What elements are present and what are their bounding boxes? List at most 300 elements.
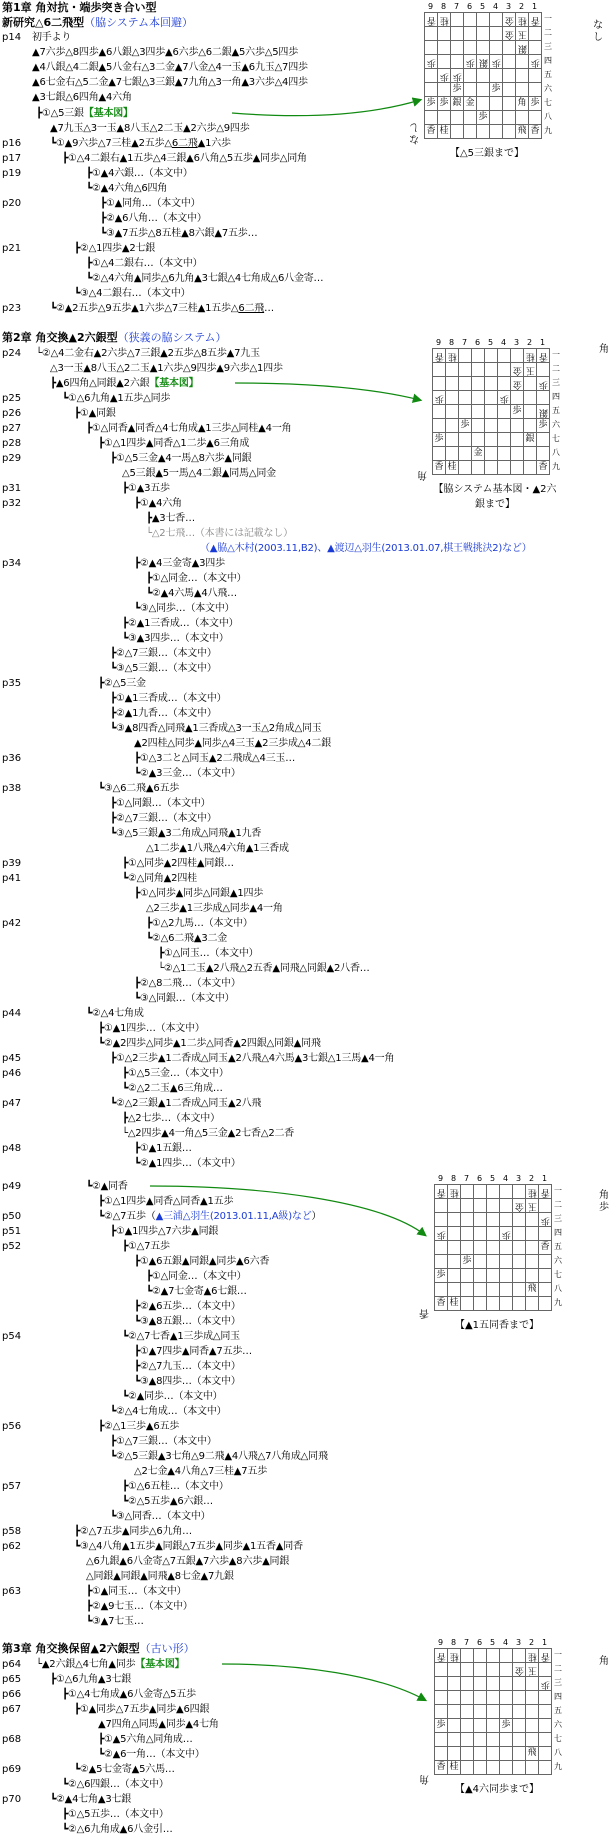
rank-label: 五 xyxy=(554,1242,562,1251)
shogi-piece: 歩 xyxy=(511,405,524,419)
rank-label: 二 xyxy=(554,1200,562,1209)
game-reference[interactable]: （▲脇△木村(2003.11,B2)、▲渡辺△羽生(2013.01.07,棋王戦挑決2)など） xyxy=(200,543,532,554)
basic-diagram-label[interactable]: 【基本図】 xyxy=(135,1659,185,1670)
move-line: ┗②△4六角▲同歩△6九角▲3七銀△4七角成△6八金寄… xyxy=(86,273,324,284)
shogi-piece: 歩 xyxy=(438,97,451,111)
rank-label: 九 xyxy=(554,1762,562,1771)
page-ref: p19 xyxy=(2,168,22,179)
basic-diagram-label[interactable]: 【基本図】 xyxy=(83,108,133,119)
move-line: △1二歩▲1八飛△4六角▲1三香成 xyxy=(146,843,289,854)
move-line: ┗②▲3三金…（本文中） xyxy=(134,768,241,779)
file-label: 4 xyxy=(492,2,499,11)
move-line: ┗②△4七角成…（本文中） xyxy=(110,1406,227,1417)
move-line: ┣①△同歩▲同歩△同銀▲1四歩 xyxy=(134,888,264,899)
move-line: ┣▲3七香… xyxy=(146,513,195,524)
file-label: 8 xyxy=(440,2,447,11)
shogi-piece: 歩 xyxy=(539,1213,552,1227)
rank-label: 四 xyxy=(552,392,560,401)
sente-hand-3: 香 xyxy=(419,1307,429,1318)
shogi-piece: 香 xyxy=(435,1185,448,1199)
rank-label: 二 xyxy=(554,1664,562,1673)
page-ref: p69 xyxy=(2,1764,22,1775)
move-line: ┣①△3二と△同玉▲2二飛成△4三玉… xyxy=(134,753,296,764)
move-line: ┗②▲7七金寄▲6七銀… xyxy=(146,1286,247,1297)
page-ref: p25 xyxy=(2,393,22,404)
move-line: ▲4八銀△4二銀▲5八金右△3二金▲7八金△4一玉▲6九玉△7四歩 xyxy=(32,62,308,73)
shogi-piece: 歩 xyxy=(433,391,446,405)
page-ref: p58 xyxy=(2,1526,22,1537)
page-ref: p48 xyxy=(2,1143,22,1154)
move-line: ┣①△6九角▲3七銀 xyxy=(50,1674,132,1685)
file-label: 5 xyxy=(489,1174,496,1183)
file-label: 6 xyxy=(476,1174,483,1183)
move-line: ┗②△6四銀…（本文中） xyxy=(62,1779,169,1790)
move-line: ┣①△4二銀右▲1五歩△4三銀▲6八角△5五歩▲同歩△同角 xyxy=(62,153,307,164)
page-ref: p24 xyxy=(2,348,22,359)
rank-label: 八 xyxy=(554,1748,562,1757)
page-ref: p46 xyxy=(2,1068,22,1079)
move-line: ┗③△4八角▲1五歩▲同銀△7五歩▲同歩▲1五香▲同香 xyxy=(74,1541,303,1552)
move-line: ┣①△同歩▲2四桂▲同銀… xyxy=(122,858,234,869)
shogi-piece: 玉 xyxy=(524,363,537,377)
move-line: ┣①▲1五銀… xyxy=(134,1143,192,1154)
move-line: ┣①△同玉…（本文中） xyxy=(158,948,259,959)
rank-label: 五 xyxy=(554,1706,562,1715)
move-line: ┣①△同金…（本文中） xyxy=(146,1271,247,1282)
move-line: ┣①△6五桂…（本文中） xyxy=(122,1481,229,1492)
move-line: ┣②▲1九香…（本文中） xyxy=(110,708,217,719)
move-line: ▲7九玉△3一玉▲8八玉△2二玉▲2六歩△9四歩 xyxy=(50,123,250,134)
move-line: ┣①△同香▲同香△4七角成▲1三歩△同桂▲4一角 xyxy=(86,423,292,434)
move-line: ┣①△5三金▲4一馬△8六歩▲同銀 xyxy=(110,453,252,464)
arrow-to-board-2 xyxy=(235,383,420,400)
file-label: 2 xyxy=(528,1638,535,1647)
move-line: ┣②△7三銀…（本文中） xyxy=(110,813,217,824)
move-line: △2三歩▲1三歩成△同歩▲4一角 xyxy=(146,903,283,914)
shogi-piece: 歩 xyxy=(529,97,542,111)
move-line: △5三銀▲5一馬△4二銀▲同馬△同金 xyxy=(122,468,276,479)
shogi-piece: 歩 xyxy=(539,1677,552,1691)
shogi-piece: 飛 xyxy=(526,1283,539,1297)
shogi-piece: 香 xyxy=(425,125,438,139)
move-line: ┗②▲2四歩△同歩▲1二歩△同香▲2四銀△同銀▲同飛 xyxy=(98,1038,321,1049)
shogi-piece: 桂 xyxy=(448,1185,461,1199)
rank-label: 一 xyxy=(544,14,552,23)
move-line: ┗③△5三銀▲3二角成△同飛▲1九香 xyxy=(110,828,262,839)
shogi-piece: 香 xyxy=(425,13,438,27)
move-line: ┣①▲1四歩…（本文中） xyxy=(98,1023,205,1034)
move-line: ┣①▲同銀 xyxy=(74,408,116,419)
file-label: 4 xyxy=(502,1174,509,1183)
rank-label: 八 xyxy=(544,112,552,121)
move-line: ┣②▲9七玉…（本文中） xyxy=(86,1601,193,1612)
move-line: └②△1二玉▲2八飛△2五香▲同飛△同銀▲2八香… xyxy=(158,963,370,974)
file-label: 9 xyxy=(435,338,442,347)
chapter-2-number: 第2章 xyxy=(2,331,32,344)
file-label: 3 xyxy=(515,1174,522,1183)
shogi-piece: 香 xyxy=(539,1649,552,1663)
move-text: └▲2六銀△4七角▲同歩 xyxy=(36,1659,136,1670)
move-line: ┗②▲同歩…（本文中） xyxy=(122,1391,223,1402)
chapter-3-paren: （古い形） xyxy=(139,1642,195,1655)
move-line: ┣②▲6八角…（本文中） xyxy=(100,213,207,224)
move-line: ┗②▲同香 xyxy=(86,1181,128,1192)
file-label: 7 xyxy=(461,338,468,347)
shogi-piece: 歩 xyxy=(490,55,503,69)
shogi-piece: 玉 xyxy=(526,1199,539,1213)
chapter-2-paren: （狭義の脇システム） xyxy=(117,331,227,344)
page-ref: p38 xyxy=(2,783,22,794)
file-label: 9 xyxy=(427,2,434,11)
page-ref: p23 xyxy=(2,303,22,314)
page-ref: p28 xyxy=(2,438,22,449)
shogi-piece: 桂 xyxy=(524,349,537,363)
move-line: ┗②△同角▲2四桂 xyxy=(122,873,197,884)
move-line: └②△4二金右▲2六歩△7三銀▲2五歩△8五歩▲7九玉 xyxy=(36,348,260,359)
page-ref: p44 xyxy=(2,1008,22,1019)
move-line: ┣②△1四歩▲2七銀 xyxy=(74,243,156,254)
chapter-1-subtitle-paren: （脇システム本回避） xyxy=(84,16,194,29)
rank-label: 一 xyxy=(554,1650,562,1659)
shogi-piece: 桂 xyxy=(448,1761,461,1775)
move-line: △2七金▲4八角△7三桂▲7五歩 xyxy=(134,1466,268,1477)
move-line: ┗③△4二銀右…（本文中） xyxy=(74,288,191,299)
move-line: ┣②▲1三香成…（本文中） xyxy=(122,618,239,629)
page-ref: p64 xyxy=(2,1659,22,1670)
file-label: 1 xyxy=(539,338,546,347)
file-label: 1 xyxy=(541,1638,548,1647)
rank-label: 八 xyxy=(552,448,560,457)
shogi-piece: 歩 xyxy=(490,83,503,97)
move-line: ▲2四桂△同歩▲同歩△4三玉▲2三歩成△4二銀 xyxy=(134,738,331,749)
game-reference[interactable]: ▲三浦△羽生(2013.01.11,A級)など xyxy=(155,1211,312,1222)
shogi-piece: 歩 xyxy=(438,69,451,83)
shogi-piece: 桂 xyxy=(438,13,451,27)
shogi-piece: 金 xyxy=(511,377,524,391)
file-label: 7 xyxy=(453,2,460,11)
sente-hand-4: 角 xyxy=(419,1773,429,1784)
move-line: ┣②▲4三金寄▲3四歩 xyxy=(134,558,225,569)
gote-hand-4: 角 xyxy=(599,1656,609,1667)
rank-label: 三 xyxy=(554,1214,562,1223)
move-line: └△2四歩▲4一角△5三金▲2七香△2二香 xyxy=(122,1128,295,1139)
move-line: ┣①△1四歩▲同香△同香▲1五歩 xyxy=(98,1196,234,1207)
move-line: ┣①△1四歩▲同香△1二歩▲6三角成 xyxy=(98,438,250,449)
shogi-piece: 玉 xyxy=(526,1663,539,1677)
file-label: 5 xyxy=(479,2,486,11)
move-text: ▲1六歩 xyxy=(197,138,231,149)
page-ref: p51 xyxy=(2,1226,22,1237)
file-label: 6 xyxy=(466,2,473,11)
shogi-piece: 香 xyxy=(539,1185,552,1199)
move-line: ┗②△6二飛▲3二金 xyxy=(146,933,228,944)
move-line: ┣①▲7四歩▲同香▲7五歩… xyxy=(134,1346,252,1357)
shogi-piece: 歩 xyxy=(435,1227,448,1241)
file-label: 1 xyxy=(531,2,538,11)
file-label: 7 xyxy=(463,1174,470,1183)
move-line: ┗②△6九角成▲6八金引… xyxy=(62,1824,173,1835)
rank-label: 七 xyxy=(552,434,560,443)
move-line: ┗②△7七香▲1三歩成△同玉 xyxy=(122,1331,240,1342)
move-line: ┣①△同金…（本文中） xyxy=(146,573,247,584)
shogi-piece: 飛 xyxy=(516,125,529,139)
chapter-3-title: 角交換保留▲2六銀型 xyxy=(35,1642,140,1655)
page-ref: p65 xyxy=(2,1674,22,1685)
page-ref: p62 xyxy=(2,1541,22,1552)
move-line: ┣②△7五歩▲同歩△6九角… xyxy=(74,1526,192,1537)
rank-label: 三 xyxy=(554,1678,562,1687)
page-ref: p35 xyxy=(2,678,22,689)
file-label: 9 xyxy=(437,1638,444,1647)
page-ref: p20 xyxy=(2,198,22,209)
move-line: ┣①▲4六角 xyxy=(134,498,182,509)
move-line: ┗③△5三銀…（本文中） xyxy=(110,663,217,674)
shogi-piece: 桂 xyxy=(526,1649,539,1663)
rank-label: 九 xyxy=(544,126,552,135)
shogi-piece: 桂 xyxy=(446,349,459,363)
file-label: 9 xyxy=(437,1174,444,1183)
shogi-piece: 香 xyxy=(537,461,550,475)
rank-label: 六 xyxy=(552,420,560,429)
gote-hand-1: なし xyxy=(593,20,603,43)
rank-label: 七 xyxy=(554,1270,562,1279)
file-label: 2 xyxy=(526,338,533,347)
move-text: … xyxy=(264,303,274,314)
file-label: 4 xyxy=(502,1638,509,1647)
file-label: 8 xyxy=(448,338,455,347)
page-ref: p26 xyxy=(2,408,22,419)
move-line: ┗③▲8五銀…（本文中） xyxy=(134,1316,241,1327)
shogi-piece: 歩 xyxy=(433,433,446,447)
move-line: ┗②▲1四歩…（本文中） xyxy=(134,1158,241,1169)
move-text: ┗①▲9六歩△7三桂▲2五歩△ xyxy=(50,138,172,149)
shogi-piece: 歩 xyxy=(537,419,550,433)
move-line: ┣②△7九玉…（本文中） xyxy=(134,1361,241,1372)
shogi-piece: 歩 xyxy=(500,1227,513,1241)
file-label: 6 xyxy=(474,338,481,347)
shogi-piece: 歩 xyxy=(464,55,477,69)
shogi-piece: 桂 xyxy=(446,461,459,475)
move-line: ┣①▲1三香成…（本文中） xyxy=(110,693,227,704)
page-ref: p54 xyxy=(2,1331,22,1342)
move-line: ┣②△5三金 xyxy=(98,678,146,689)
move-line: ┣△2七歩…（本文中） xyxy=(122,1113,220,1124)
rank-label: 一 xyxy=(552,350,560,359)
move-line: ┣②▲6五歩…（本文中） xyxy=(134,1301,241,1312)
move-line: ┗③△同歩…（本文中） xyxy=(134,603,235,614)
page-ref: p27 xyxy=(2,423,22,434)
file-label: 4 xyxy=(500,338,507,347)
shogi-piece: 香 xyxy=(435,1761,448,1775)
shogi-piece: 飛 xyxy=(526,1747,539,1761)
move-line: ┣①▲4六銀…（本文中） xyxy=(86,168,193,179)
move-text: ┣▲6四角△同銀▲2六銀 xyxy=(50,378,150,389)
move-line: ┗②▲5七金寄▲5六馬… xyxy=(74,1764,175,1775)
shogi-piece: 歩 xyxy=(477,111,490,125)
file-label: 5 xyxy=(487,338,494,347)
shogi-piece: 桂 xyxy=(448,1297,461,1311)
page-ref: p45 xyxy=(2,1053,22,1064)
sente-hand-1: なし xyxy=(409,121,419,144)
sente-hand-2: 角 xyxy=(417,469,427,480)
move-line: ┗③▲7五歩△8五桂▲8六銀▲7五歩… xyxy=(100,228,258,239)
shogi-piece: 桂 xyxy=(516,13,529,27)
shogi-piece: 金 xyxy=(472,447,485,461)
shogi-piece: 歩 xyxy=(425,97,438,111)
shogi-piece: 金 xyxy=(503,13,516,27)
rank-label: 二 xyxy=(544,28,552,37)
move-line: ┣①△7五歩 xyxy=(122,1241,170,1252)
move-underlined: 6二飛 xyxy=(171,138,198,149)
shogi-piece: 香 xyxy=(529,125,542,139)
move-line: ┣①△5五歩…（本文中） xyxy=(62,1809,169,1820)
move-line: ┗②△5五歩▲6六銀… xyxy=(122,1496,213,1507)
shogi-piece: 香 xyxy=(435,1649,448,1663)
move-line: ▲7四角△同馬▲同歩▲4七角 xyxy=(98,1719,219,1730)
file-label: 5 xyxy=(489,1638,496,1647)
shogi-piece: 歩 xyxy=(425,55,438,69)
shogi-piece: 金 xyxy=(513,1663,526,1677)
move-line: ┣①△5三金…（本文中） xyxy=(122,1068,229,1079)
page-ref: p36 xyxy=(2,753,22,764)
shogi-piece: 歩 xyxy=(435,1269,448,1283)
rank-label: 九 xyxy=(554,1298,562,1307)
move-line: ┣①▲同歩△7五歩▲同歩▲6四銀 xyxy=(74,1704,210,1715)
move-line: ┣①▲5六角△同角成… xyxy=(98,1734,193,1745)
move-line: ┗②△2二玉▲6三角成… xyxy=(122,1083,223,1094)
move-line: ┗①△6九角▲1五歩△同歩 xyxy=(62,393,171,404)
move-text: ┗②▲2五歩△9五歩▲1六歩△7三桂▲1五歩△ xyxy=(50,303,239,314)
shogi-piece: 桂 xyxy=(448,1649,461,1663)
file-label: 2 xyxy=(528,1174,535,1183)
move-line: △6九銀▲6八金寄△7五銀▲7六歩▲8六歩▲同銀 xyxy=(86,1556,290,1567)
chapter-2-title: 角交換▲2六銀型 xyxy=(35,331,118,344)
shogi-piece: 桂 xyxy=(438,125,451,139)
move-line: ┗③▲7七玉… xyxy=(86,1616,144,1627)
page-ref: p52 xyxy=(2,1241,22,1252)
shogi-piece: 歩 xyxy=(451,83,464,97)
file-label: 7 xyxy=(463,1638,470,1647)
file-label: 1 xyxy=(541,1174,548,1183)
move-line: ┣①△7三銀…（本文中） xyxy=(110,1436,217,1447)
move-line: ┣①△4七角成▲6八金寄△5五歩 xyxy=(62,1689,196,1700)
shogi-piece: 香 xyxy=(433,349,446,363)
shogi-piece: 金 xyxy=(513,1199,526,1213)
basic-diagram-label[interactable]: 【基本図】 xyxy=(149,378,199,389)
shogi-piece: 金 xyxy=(503,27,516,41)
shogi-piece: 桂 xyxy=(526,1185,539,1199)
chapter-1-title: 角対抗・端歩突き合い型 xyxy=(35,1,157,14)
move-text: ┣①△5三銀 xyxy=(36,108,84,119)
shogi-piece: 歩 xyxy=(500,1719,513,1733)
gote-hand-3: 角歩 xyxy=(599,1190,609,1213)
arrow-to-board-1 xyxy=(232,100,420,116)
move-line: △同銀▲同銀▲同飛▲8七金▲7九銀 xyxy=(86,1571,234,1582)
move-line: ┣②△7三銀…（本文中） xyxy=(110,648,217,659)
file-label: 8 xyxy=(450,1174,457,1183)
shogi-piece: 歩 xyxy=(459,419,472,433)
file-label: 8 xyxy=(450,1638,457,1647)
file-label: 3 xyxy=(513,338,520,347)
page-ref: p29 xyxy=(2,453,22,464)
arrow-to-board-4 xyxy=(222,1664,425,1700)
board-caption: 【▲1五同香まで】 xyxy=(454,1320,540,1331)
move-line: └△2七飛…（本書には記載なし） xyxy=(146,528,293,539)
rank-label: 四 xyxy=(554,1228,562,1237)
move-underlined: 6二飛 xyxy=(238,303,265,314)
move-line: ┣①▲同玉…（本文中） xyxy=(86,1586,187,1597)
move-line: ┣①△同銀…（本文中） xyxy=(110,798,211,809)
shogi-piece: 銀 xyxy=(537,405,550,419)
page-ref: p17 xyxy=(2,153,22,164)
move-line: ┣②△8二飛…（本文中） xyxy=(134,978,241,989)
rank-label: 七 xyxy=(554,1734,562,1743)
move-line: ┗②△4七角成 xyxy=(86,1008,144,1019)
gote-hand-2: 角 xyxy=(599,344,609,355)
shogi-piece: 香 xyxy=(539,1241,552,1255)
shogi-piece: 歩 xyxy=(435,1719,448,1733)
page-ref: p39 xyxy=(2,858,22,869)
move-line: ┗②▲4六馬▲4八飛… xyxy=(146,588,237,599)
move-line: ┗②△2三銀▲1二香成△同玉▲2八飛 xyxy=(110,1098,262,1109)
shogi-piece: 歩 xyxy=(461,1255,474,1269)
board-caption: 【▲4六同歩まで】 xyxy=(454,1784,540,1795)
chapter-1-subtitle: 新研究△6二飛型 xyxy=(2,16,85,29)
move-line: ▲6七金右△5二金▲7七銀△3三銀▲7九角△3一角▲3六歩△4四歩 xyxy=(32,77,308,88)
board-caption: 【脇システム基本図・▲2六銀まで】 xyxy=(433,484,557,510)
rank-label: 六 xyxy=(544,84,552,93)
shogi-piece: 香 xyxy=(537,349,550,363)
move-text: ┗②△7五歩（ xyxy=(98,1211,156,1222)
rank-label: 四 xyxy=(544,56,552,65)
rank-label: 三 xyxy=(544,42,552,51)
shogi-piece: 歩 xyxy=(451,69,464,83)
rank-label: 一 xyxy=(554,1186,562,1195)
rank-label: 七 xyxy=(544,98,552,107)
move-line: ┗②▲4七角▲3七銀 xyxy=(50,1794,132,1805)
page-ref: p56 xyxy=(2,1421,22,1432)
shogi-piece: 歩 xyxy=(537,377,550,391)
move-line: ┗③▲3四歩…（本文中） xyxy=(122,633,229,644)
arrow-to-board-3 xyxy=(150,1186,425,1235)
page-ref: p34 xyxy=(2,558,22,569)
shogi-piece: 銀 xyxy=(451,97,464,111)
shogi-piece: 銀 xyxy=(516,41,529,55)
shogi-piece: 香 xyxy=(433,461,446,475)
move-line: ┗③▲8四香△同飛▲1三香成△3一玉△2角成△同玉 xyxy=(110,723,322,734)
shogi-piece: 銀 xyxy=(524,433,537,447)
chapter-1-number: 第1章 xyxy=(2,1,32,14)
rank-label: 六 xyxy=(554,1256,562,1265)
file-label: 2 xyxy=(518,2,525,11)
chapter-3-number: 第3章 xyxy=(2,1642,32,1655)
page-ref: p50 xyxy=(2,1211,22,1222)
page-ref: p57 xyxy=(2,1481,22,1492)
rank-label: 九 xyxy=(552,462,560,471)
page-ref: p31 xyxy=(2,483,22,494)
rank-label: 六 xyxy=(554,1720,562,1729)
move-line: ▲3七銀△6四角▲4六角 xyxy=(32,92,132,103)
shogi-piece: 金 xyxy=(511,363,524,377)
page-ref: p42 xyxy=(2,918,22,929)
move-line: ┗②△5三銀▲3七角△9二飛▲4八飛△7八角成△同飛 xyxy=(110,1451,328,1462)
move-line: ┗③▲8四歩…（本文中） xyxy=(134,1376,241,1387)
shogi-piece: 金 xyxy=(464,97,477,111)
page-ref: p41 xyxy=(2,873,22,884)
page-ref: p68 xyxy=(2,1734,22,1745)
move-line: △3一玉▲8八玉△2二玉▲1六歩△9四歩▲9六歩△1四歩 xyxy=(50,363,283,374)
page-ref: p21 xyxy=(2,243,22,254)
